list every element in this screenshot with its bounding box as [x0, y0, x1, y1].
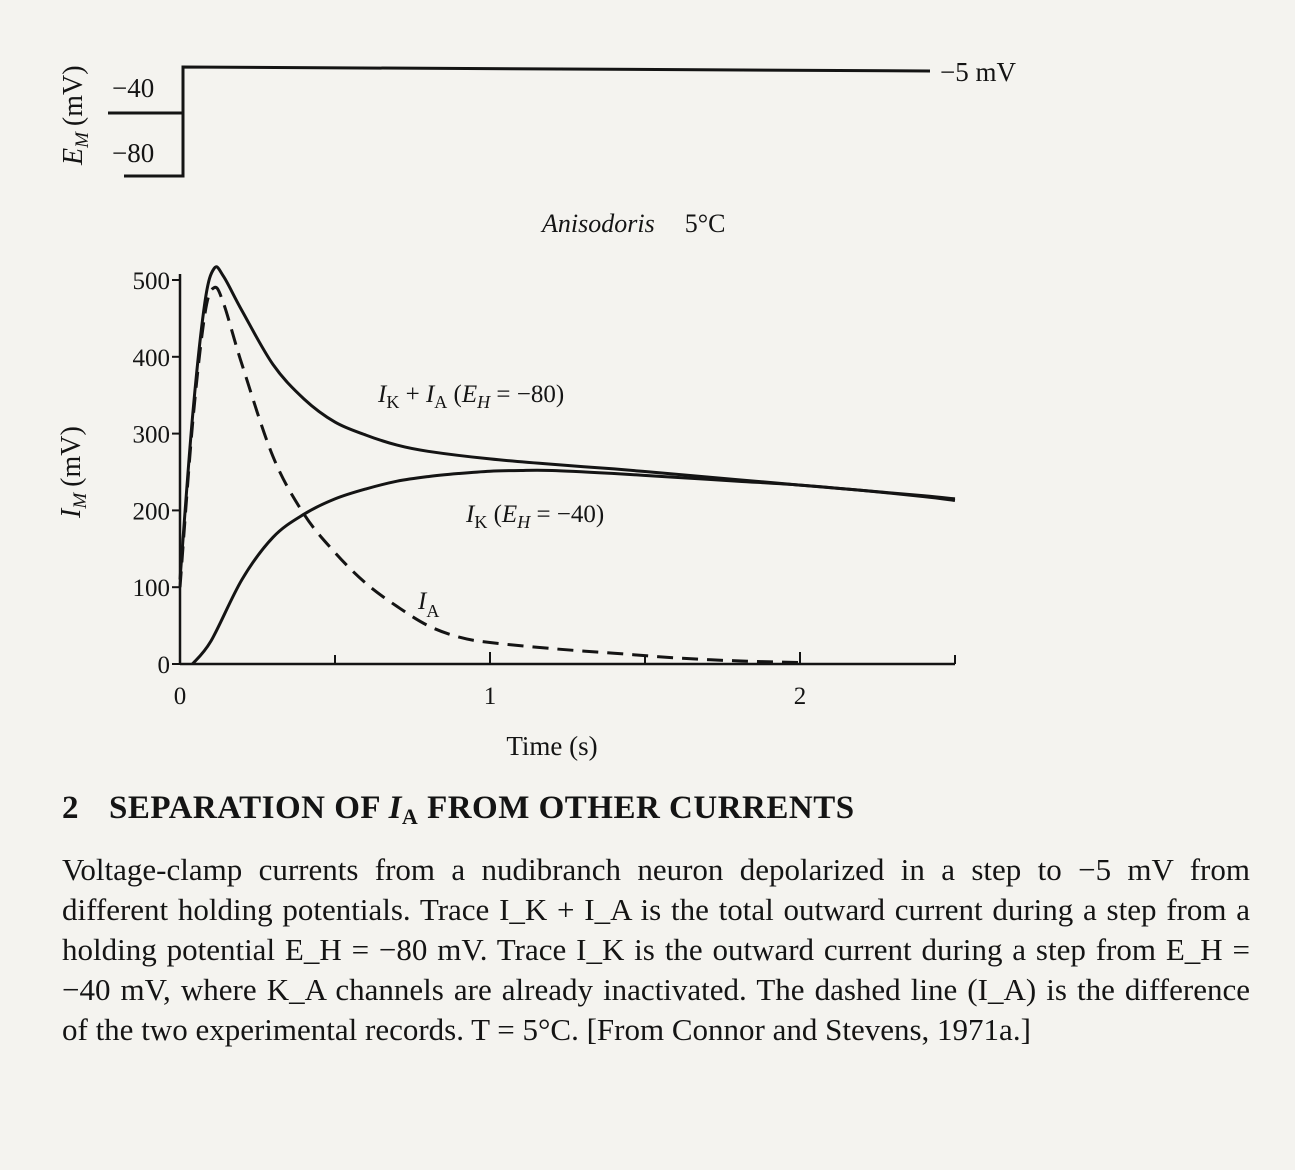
series-label-ia: $I_A$	[418, 588, 440, 621]
y-tick-label: 200	[132, 498, 170, 526]
x-tick-label: 1	[483, 683, 497, 710]
x-tick-label: 2	[793, 683, 807, 710]
y-tick-label: 100	[132, 575, 170, 603]
x-axis-label: Time (s)	[506, 731, 598, 761]
y-tick-label: 300	[132, 421, 170, 449]
series-label-ik-plus-ia: $I_K + I_A$ $(E_H = -80)$	[378, 381, 565, 412]
voltage-panel-ylabel: $E_M(mV)$	[58, 65, 93, 165]
series-label-ik: $I_K$ $(E_H = -40)$	[466, 501, 605, 532]
y-axis-label: $I_M(mV)$	[56, 426, 91, 518]
voltage-panel	[58, 57, 1016, 176]
figure-number: 2	[62, 790, 79, 826]
y-tick-label: 400	[132, 344, 170, 372]
step-voltage-label: −5 mV	[940, 57, 1016, 87]
species-name: Anisodoris	[542, 209, 655, 238]
series-line-ik	[192, 470, 955, 664]
series-line-ia	[180, 287, 800, 662]
y-axis	[133, 268, 181, 679]
voltage-tick-label: −80	[112, 138, 155, 168]
series-layer	[180, 267, 955, 664]
holding-step-trace	[108, 67, 930, 113]
temperature: 5°C	[684, 209, 726, 238]
y-tick-label: 0	[157, 652, 170, 679]
current-chart	[56, 267, 955, 761]
y-tick-label: 500	[132, 268, 170, 295]
figure-caption-body: Voltage-clamp currents from a nudibranch neuron depolarized in a step to −5 mV from different holding potentials. Trace I_K + I_A is the total outward current during a step from a holding potential E_H = −80 mV. Trace I_K is the outward current during a step from E_H = −40 mV, where K_A channels are already inactivated. The dashed line (I_A) is the difference of the two experimental records. T = 5°C. [From Connor and Stevens, 1971a.]	[62, 852, 1258, 1047]
x-tick-label: 0	[173, 683, 187, 710]
x-axis	[174, 652, 955, 710]
chart-title	[540, 209, 725, 238]
figure-caption-title: 2 SEPARATION OF $I_A$ FROM OTHER CURRENTS	[62, 790, 855, 829]
series-line-ik-plus-ia	[180, 267, 955, 580]
voltage-tick-label: −40	[112, 73, 155, 103]
